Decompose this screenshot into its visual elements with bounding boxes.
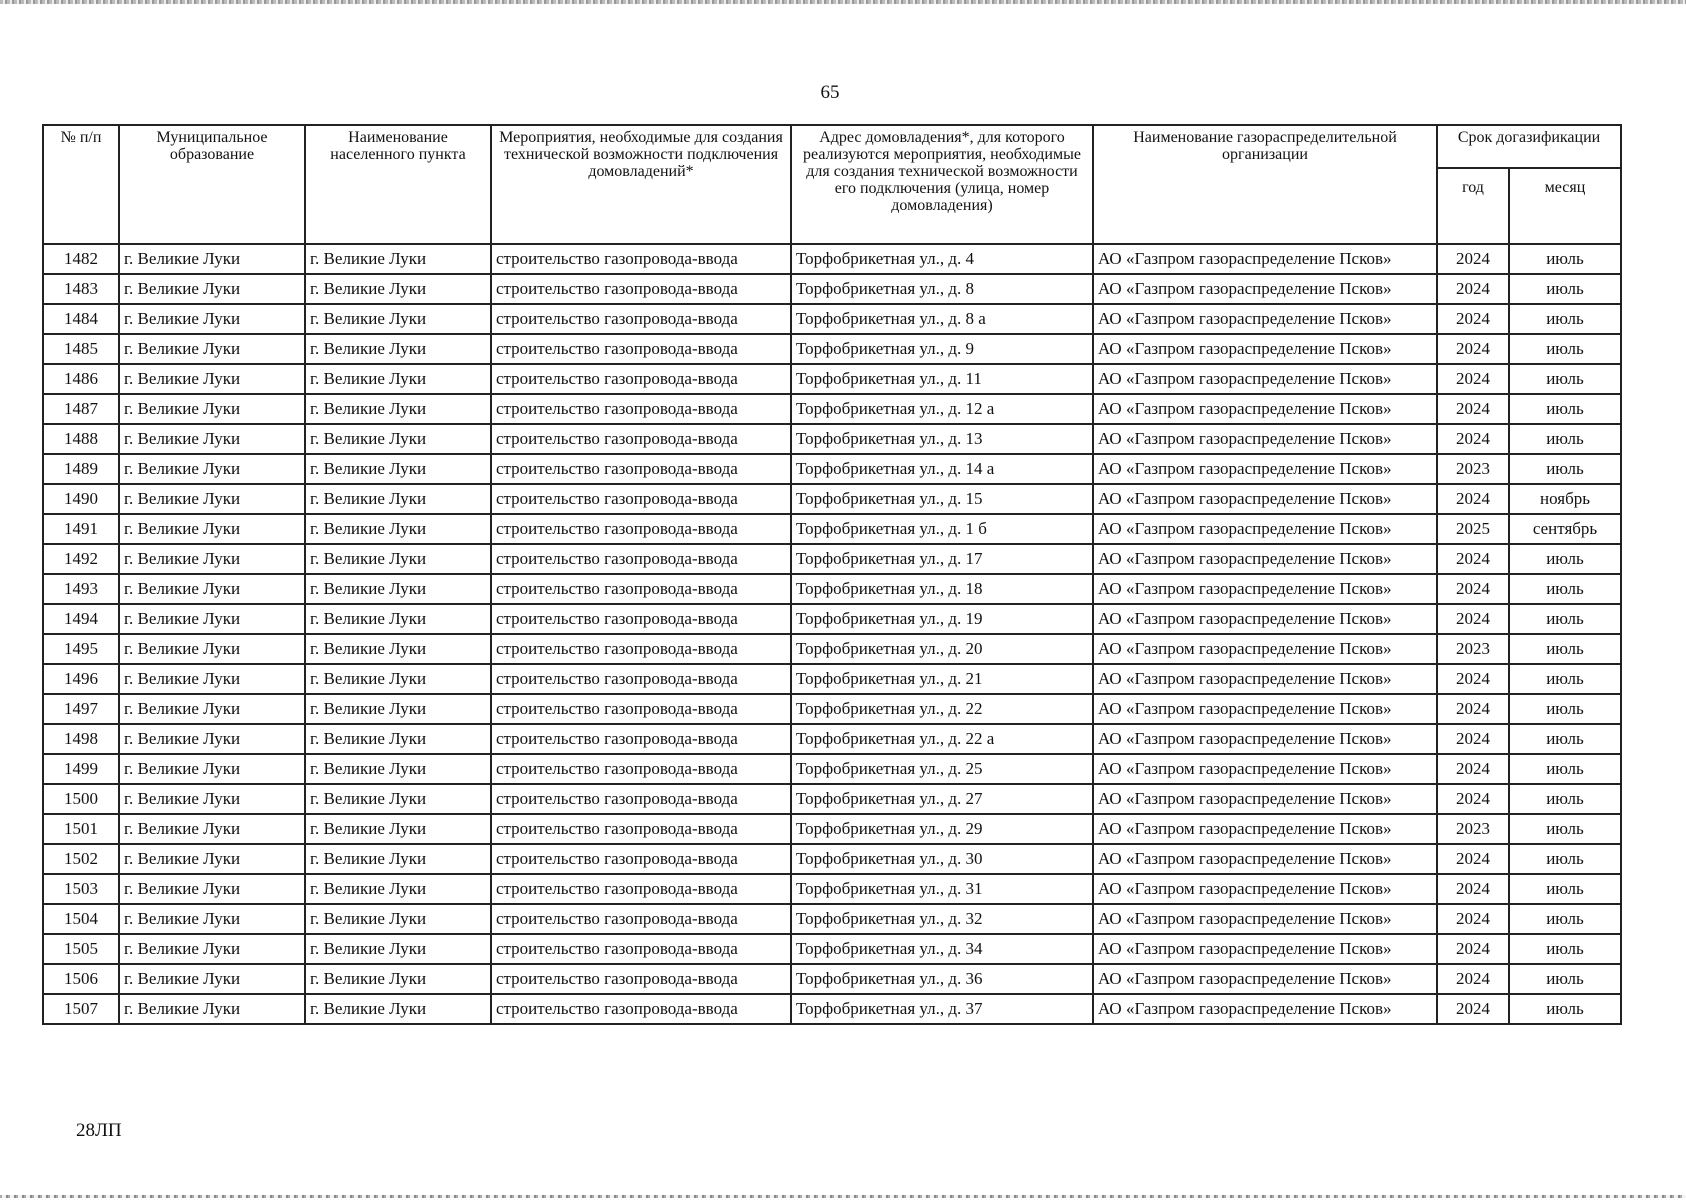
cell-address: Торфобрикетная ул., д. 8 а xyxy=(791,304,1093,334)
cell-municipality: г. Великие Луки xyxy=(119,304,305,334)
cell-municipality: г. Великие Луки xyxy=(119,454,305,484)
cell-address: Торфобрикетная ул., д. 15 xyxy=(791,484,1093,514)
cell-measure: строительство газопровода-ввода xyxy=(491,334,791,364)
cell-municipality: г. Великие Луки xyxy=(119,634,305,664)
cell-month: июль xyxy=(1509,394,1621,424)
cell-organization: АО «Газпром газораспределение Псков» xyxy=(1093,964,1437,994)
cell-settlement: г. Великие Луки xyxy=(305,544,491,574)
cell-month: июль xyxy=(1509,244,1621,274)
cell-measure: строительство газопровода-ввода xyxy=(491,874,791,904)
cell-address: Торфобрикетная ул., д. 34 xyxy=(791,934,1093,964)
cell-measure: строительство газопровода-ввода xyxy=(491,574,791,604)
cell-month: ноябрь xyxy=(1509,484,1621,514)
header-year: год xyxy=(1437,168,1509,244)
cell-municipality: г. Великие Луки xyxy=(119,724,305,754)
cell-settlement: г. Великие Луки xyxy=(305,634,491,664)
cell-measure: строительство газопровода-ввода xyxy=(491,634,791,664)
cell-num: 1483 xyxy=(43,274,119,304)
cell-year: 2024 xyxy=(1437,364,1509,394)
cell-num: 1489 xyxy=(43,454,119,484)
cell-organization: АО «Газпром газораспределение Псков» xyxy=(1093,274,1437,304)
cell-measure: строительство газопровода-ввода xyxy=(491,304,791,334)
cell-measure: строительство газопровода-ввода xyxy=(491,964,791,994)
cell-municipality: г. Великие Луки xyxy=(119,934,305,964)
cell-municipality: г. Великие Луки xyxy=(119,814,305,844)
cell-municipality: г. Великие Луки xyxy=(119,484,305,514)
table-row xyxy=(43,934,1621,964)
cell-address: Торфобрикетная ул., д. 1 б xyxy=(791,514,1093,544)
cell-organization: АО «Газпром газораспределение Псков» xyxy=(1093,694,1437,724)
table-row xyxy=(43,484,1621,514)
cell-year: 2023 xyxy=(1437,814,1509,844)
cell-settlement: г. Великие Луки xyxy=(305,394,491,424)
cell-measure: строительство газопровода-ввода xyxy=(491,454,791,484)
header-settlement: Наименование населенного пункта xyxy=(305,125,491,244)
cell-address: Торфобрикетная ул., д. 14 а xyxy=(791,454,1093,484)
cell-settlement: г. Великие Луки xyxy=(305,364,491,394)
cell-settlement: г. Великие Луки xyxy=(305,604,491,634)
cell-measure: строительство газопровода-ввода xyxy=(491,664,791,694)
cell-year: 2024 xyxy=(1437,874,1509,904)
table-row xyxy=(43,574,1621,604)
cell-address: Торфобрикетная ул., д. 32 xyxy=(791,904,1093,934)
cell-organization: АО «Газпром газораспределение Псков» xyxy=(1093,814,1437,844)
cell-num: 1496 xyxy=(43,664,119,694)
cell-year: 2023 xyxy=(1437,454,1509,484)
cell-month: июль xyxy=(1509,454,1621,484)
table-row xyxy=(43,244,1621,274)
cell-year: 2024 xyxy=(1437,844,1509,874)
cell-organization: АО «Газпром газораспределение Псков» xyxy=(1093,334,1437,364)
cell-measure: строительство газопровода-ввода xyxy=(491,424,791,454)
cell-month: сентябрь xyxy=(1509,514,1621,544)
cell-settlement: г. Великие Луки xyxy=(305,244,491,274)
cell-measure: строительство газопровода-ввода xyxy=(491,484,791,514)
cell-measure: строительство газопровода-ввода xyxy=(491,604,791,634)
table-row xyxy=(43,604,1621,634)
cell-num: 1498 xyxy=(43,724,119,754)
table-row xyxy=(43,844,1621,874)
cell-municipality: г. Великие Луки xyxy=(119,994,305,1024)
cell-municipality: г. Великие Луки xyxy=(119,394,305,424)
cell-organization: АО «Газпром газораспределение Псков» xyxy=(1093,544,1437,574)
cell-month: июль xyxy=(1509,424,1621,454)
header-municipality: Муниципальное образование xyxy=(119,125,305,244)
cell-address: Торфобрикетная ул., д. 36 xyxy=(791,964,1093,994)
cell-measure: строительство газопровода-ввода xyxy=(491,514,791,544)
cell-measure: строительство газопровода-ввода xyxy=(491,844,791,874)
cell-year: 2024 xyxy=(1437,604,1509,634)
cell-num: 1500 xyxy=(43,784,119,814)
cell-address: Торфобрикетная ул., д. 37 xyxy=(791,994,1093,1024)
cell-num: 1501 xyxy=(43,814,119,844)
cell-year: 2024 xyxy=(1437,664,1509,694)
cell-measure: строительство газопровода-ввода xyxy=(491,814,791,844)
cell-num: 1505 xyxy=(43,934,119,964)
cell-municipality: г. Великие Луки xyxy=(119,424,305,454)
cell-organization: АО «Газпром газораспределение Псков» xyxy=(1093,844,1437,874)
cell-address: Торфобрикетная ул., д. 19 xyxy=(791,604,1093,634)
cell-month: июль xyxy=(1509,364,1621,394)
cell-municipality: г. Великие Луки xyxy=(119,664,305,694)
cell-settlement: г. Великие Луки xyxy=(305,724,491,754)
cell-measure: строительство газопровода-ввода xyxy=(491,724,791,754)
page-number: 65 xyxy=(820,82,840,103)
cell-month: июль xyxy=(1509,664,1621,694)
cell-month: июль xyxy=(1509,334,1621,364)
table-row xyxy=(43,274,1621,304)
cell-organization: АО «Газпром газораспределение Псков» xyxy=(1093,724,1437,754)
table-body xyxy=(43,244,1621,1024)
cell-organization: АО «Газпром газораспределение Псков» xyxy=(1093,244,1437,274)
cell-organization: АО «Газпром газораспределение Псков» xyxy=(1093,664,1437,694)
cell-month: июль xyxy=(1509,304,1621,334)
cell-year: 2024 xyxy=(1437,964,1509,994)
cell-municipality: г. Великие Луки xyxy=(119,694,305,724)
cell-municipality: г. Великие Луки xyxy=(119,244,305,274)
cell-month: июль xyxy=(1509,934,1621,964)
cell-address: Торфобрикетная ул., д. 22 xyxy=(791,694,1093,724)
cell-organization: АО «Газпром газораспределение Псков» xyxy=(1093,604,1437,634)
table-row xyxy=(43,544,1621,574)
cell-address: Торфобрикетная ул., д. 17 xyxy=(791,544,1093,574)
cell-month: июль xyxy=(1509,784,1621,814)
cell-month: июль xyxy=(1509,544,1621,574)
cell-settlement: г. Великие Луки xyxy=(305,904,491,934)
cell-num: 1492 xyxy=(43,544,119,574)
cell-year: 2024 xyxy=(1437,574,1509,604)
cell-settlement: г. Великие Луки xyxy=(305,424,491,454)
cell-measure: строительство газопровода-ввода xyxy=(491,994,791,1024)
cell-organization: АО «Газпром газораспределение Псков» xyxy=(1093,514,1437,544)
gasification-table xyxy=(42,124,1622,1025)
cell-num: 1504 xyxy=(43,904,119,934)
cell-year: 2024 xyxy=(1437,394,1509,424)
cell-settlement: г. Великие Луки xyxy=(305,754,491,784)
cell-year: 2024 xyxy=(1437,304,1509,334)
cell-month: июль xyxy=(1509,274,1621,304)
cell-address: Торфобрикетная ул., д. 27 xyxy=(791,784,1093,814)
cell-year: 2024 xyxy=(1437,424,1509,454)
cell-year: 2024 xyxy=(1437,484,1509,514)
cell-address: Торфобрикетная ул., д. 20 xyxy=(791,634,1093,664)
cell-organization: АО «Газпром газораспределение Псков» xyxy=(1093,634,1437,664)
scan-edge-bottom xyxy=(0,1195,1686,1198)
cell-address: Торфобрикетная ул., д. 31 xyxy=(791,874,1093,904)
cell-settlement: г. Великие Луки xyxy=(305,934,491,964)
cell-measure: строительство газопровода-ввода xyxy=(491,784,791,814)
header-organization: Наименование газораспределительной организации xyxy=(1093,125,1437,244)
cell-measure: строительство газопровода-ввода xyxy=(491,934,791,964)
cell-measure: строительство газопровода-ввода xyxy=(491,754,791,784)
table-row xyxy=(43,634,1621,664)
cell-municipality: г. Великие Луки xyxy=(119,904,305,934)
cell-year: 2024 xyxy=(1437,754,1509,784)
cell-municipality: г. Великие Луки xyxy=(119,844,305,874)
cell-num: 1488 xyxy=(43,424,119,454)
cell-address: Торфобрикетная ул., д. 12 а xyxy=(791,394,1093,424)
header-measures: Мероприятия, необходимые для создания технической возможности подключения домовладений* xyxy=(491,125,791,244)
cell-num: 1490 xyxy=(43,484,119,514)
cell-month: июль xyxy=(1509,844,1621,874)
cell-municipality: г. Великие Луки xyxy=(119,784,305,814)
table-header xyxy=(43,125,1621,244)
cell-address: Торфобрикетная ул., д. 4 xyxy=(791,244,1093,274)
cell-num: 1494 xyxy=(43,604,119,634)
cell-address: Торфобрикетная ул., д. 30 xyxy=(791,844,1093,874)
cell-organization: АО «Газпром газораспределение Псков» xyxy=(1093,784,1437,814)
cell-settlement: г. Великие Луки xyxy=(305,274,491,304)
cell-measure: строительство газопровода-ввода xyxy=(491,544,791,574)
cell-settlement: г. Великие Луки xyxy=(305,994,491,1024)
table-row xyxy=(43,784,1621,814)
cell-num: 1499 xyxy=(43,754,119,784)
table-row xyxy=(43,304,1621,334)
cell-month: июль xyxy=(1509,574,1621,604)
cell-measure: строительство газопровода-ввода xyxy=(491,244,791,274)
cell-month: июль xyxy=(1509,964,1621,994)
table-row xyxy=(43,454,1621,484)
cell-num: 1487 xyxy=(43,394,119,424)
cell-settlement: г. Великие Луки xyxy=(305,664,491,694)
cell-measure: строительство газопровода-ввода xyxy=(491,364,791,394)
cell-num: 1503 xyxy=(43,874,119,904)
cell-organization: АО «Газпром газораспределение Псков» xyxy=(1093,484,1437,514)
table-row xyxy=(43,724,1621,754)
cell-address: Торфобрикетная ул., д. 8 xyxy=(791,274,1093,304)
table-row xyxy=(43,364,1621,394)
table-row xyxy=(43,904,1621,934)
cell-organization: АО «Газпром газораспределение Псков» xyxy=(1093,424,1437,454)
table-row xyxy=(43,694,1621,724)
cell-municipality: г. Великие Луки xyxy=(119,754,305,784)
cell-address: Торфобрикетная ул., д. 25 xyxy=(791,754,1093,784)
cell-organization: АО «Газпром газораспределение Псков» xyxy=(1093,904,1437,934)
cell-settlement: г. Великие Луки xyxy=(305,874,491,904)
cell-num: 1486 xyxy=(43,364,119,394)
table-row xyxy=(43,964,1621,994)
cell-month: июль xyxy=(1509,724,1621,754)
cell-municipality: г. Великие Луки xyxy=(119,544,305,574)
cell-address: Торфобрикетная ул., д. 11 xyxy=(791,364,1093,394)
cell-month: июль xyxy=(1509,754,1621,784)
header-num: № п/п xyxy=(43,125,119,244)
table-row xyxy=(43,814,1621,844)
cell-municipality: г. Великие Луки xyxy=(119,514,305,544)
cell-organization: АО «Газпром газораспределение Псков» xyxy=(1093,934,1437,964)
table-row xyxy=(43,394,1621,424)
cell-month: июль xyxy=(1509,604,1621,634)
cell-settlement: г. Великие Луки xyxy=(305,784,491,814)
cell-num: 1482 xyxy=(43,244,119,274)
cell-measure: строительство газопровода-ввода xyxy=(491,394,791,424)
cell-settlement: г. Великие Луки xyxy=(305,964,491,994)
table-row xyxy=(43,424,1621,454)
cell-num: 1506 xyxy=(43,964,119,994)
cell-year: 2024 xyxy=(1437,904,1509,934)
cell-organization: АО «Газпром газораспределение Псков» xyxy=(1093,304,1437,334)
cell-year: 2023 xyxy=(1437,634,1509,664)
cell-num: 1502 xyxy=(43,844,119,874)
table-row xyxy=(43,994,1621,1024)
table-row xyxy=(43,874,1621,904)
cell-year: 2024 xyxy=(1437,934,1509,964)
cell-settlement: г. Великие Луки xyxy=(305,304,491,334)
cell-year: 2025 xyxy=(1437,514,1509,544)
cell-measure: строительство газопровода-ввода xyxy=(491,274,791,304)
footer-code: 28ЛП xyxy=(76,1120,122,1141)
cell-address: Торфобрикетная ул., д. 22 а xyxy=(791,724,1093,754)
cell-settlement: г. Великие Луки xyxy=(305,814,491,844)
cell-municipality: г. Великие Луки xyxy=(119,364,305,394)
cell-num: 1485 xyxy=(43,334,119,364)
cell-address: Торфобрикетная ул., д. 21 xyxy=(791,664,1093,694)
header-term: Срок догазификации xyxy=(1437,125,1621,168)
cell-month: июль xyxy=(1509,874,1621,904)
cell-num: 1507 xyxy=(43,994,119,1024)
scan-edge-top xyxy=(0,0,1686,4)
cell-organization: АО «Газпром газораспределение Псков» xyxy=(1093,364,1437,394)
cell-settlement: г. Великие Луки xyxy=(305,844,491,874)
cell-address: Торфобрикетная ул., д. 9 xyxy=(791,334,1093,364)
table-row xyxy=(43,514,1621,544)
cell-year: 2024 xyxy=(1437,244,1509,274)
cell-municipality: г. Великие Луки xyxy=(119,574,305,604)
cell-settlement: г. Великие Луки xyxy=(305,694,491,724)
table-row xyxy=(43,664,1621,694)
cell-municipality: г. Великие Луки xyxy=(119,604,305,634)
cell-num: 1491 xyxy=(43,514,119,544)
cell-month: июль xyxy=(1509,634,1621,664)
cell-organization: АО «Газпром газораспределение Псков» xyxy=(1093,454,1437,484)
cell-measure: строительство газопровода-ввода xyxy=(491,694,791,724)
cell-month: июль xyxy=(1509,694,1621,724)
cell-year: 2024 xyxy=(1437,334,1509,364)
cell-address: Торфобрикетная ул., д. 13 xyxy=(791,424,1093,454)
cell-municipality: г. Великие Луки xyxy=(119,274,305,304)
cell-year: 2024 xyxy=(1437,994,1509,1024)
cell-municipality: г. Великие Луки xyxy=(119,964,305,994)
cell-num: 1495 xyxy=(43,634,119,664)
cell-month: июль xyxy=(1509,904,1621,934)
cell-organization: АО «Газпром газораспределение Псков» xyxy=(1093,574,1437,604)
cell-num: 1497 xyxy=(43,694,119,724)
cell-settlement: г. Великие Луки xyxy=(305,334,491,364)
cell-month: июль xyxy=(1509,994,1621,1024)
header-address: Адрес домовладения*, для которого реализуются мероприятия, необходимые для создания технической возможности его подключения (улица, номер домовладения) xyxy=(791,125,1093,244)
cell-settlement: г. Великие Луки xyxy=(305,514,491,544)
cell-organization: АО «Газпром газораспределение Псков» xyxy=(1093,394,1437,424)
cell-address: Торфобрикетная ул., д. 18 xyxy=(791,574,1093,604)
cell-organization: АО «Газпром газораспределение Псков» xyxy=(1093,754,1437,784)
cell-num: 1484 xyxy=(43,304,119,334)
cell-municipality: г. Великие Луки xyxy=(119,874,305,904)
cell-settlement: г. Великие Луки xyxy=(305,484,491,514)
cell-year: 2024 xyxy=(1437,784,1509,814)
cell-organization: АО «Газпром газораспределение Псков» xyxy=(1093,874,1437,904)
cell-year: 2024 xyxy=(1437,724,1509,754)
header-month: месяц xyxy=(1509,168,1621,244)
cell-year: 2024 xyxy=(1437,274,1509,304)
cell-organization: АО «Газпром газораспределение Псков» xyxy=(1093,994,1437,1024)
cell-settlement: г. Великие Луки xyxy=(305,574,491,604)
table-row xyxy=(43,334,1621,364)
cell-year: 2024 xyxy=(1437,544,1509,574)
cell-measure: строительство газопровода-ввода xyxy=(491,904,791,934)
cell-municipality: г. Великие Луки xyxy=(119,334,305,364)
cell-month: июль xyxy=(1509,814,1621,844)
cell-settlement: г. Великие Луки xyxy=(305,454,491,484)
cell-address: Торфобрикетная ул., д. 29 xyxy=(791,814,1093,844)
table-row xyxy=(43,754,1621,784)
cell-year: 2024 xyxy=(1437,694,1509,724)
cell-num: 1493 xyxy=(43,574,119,604)
